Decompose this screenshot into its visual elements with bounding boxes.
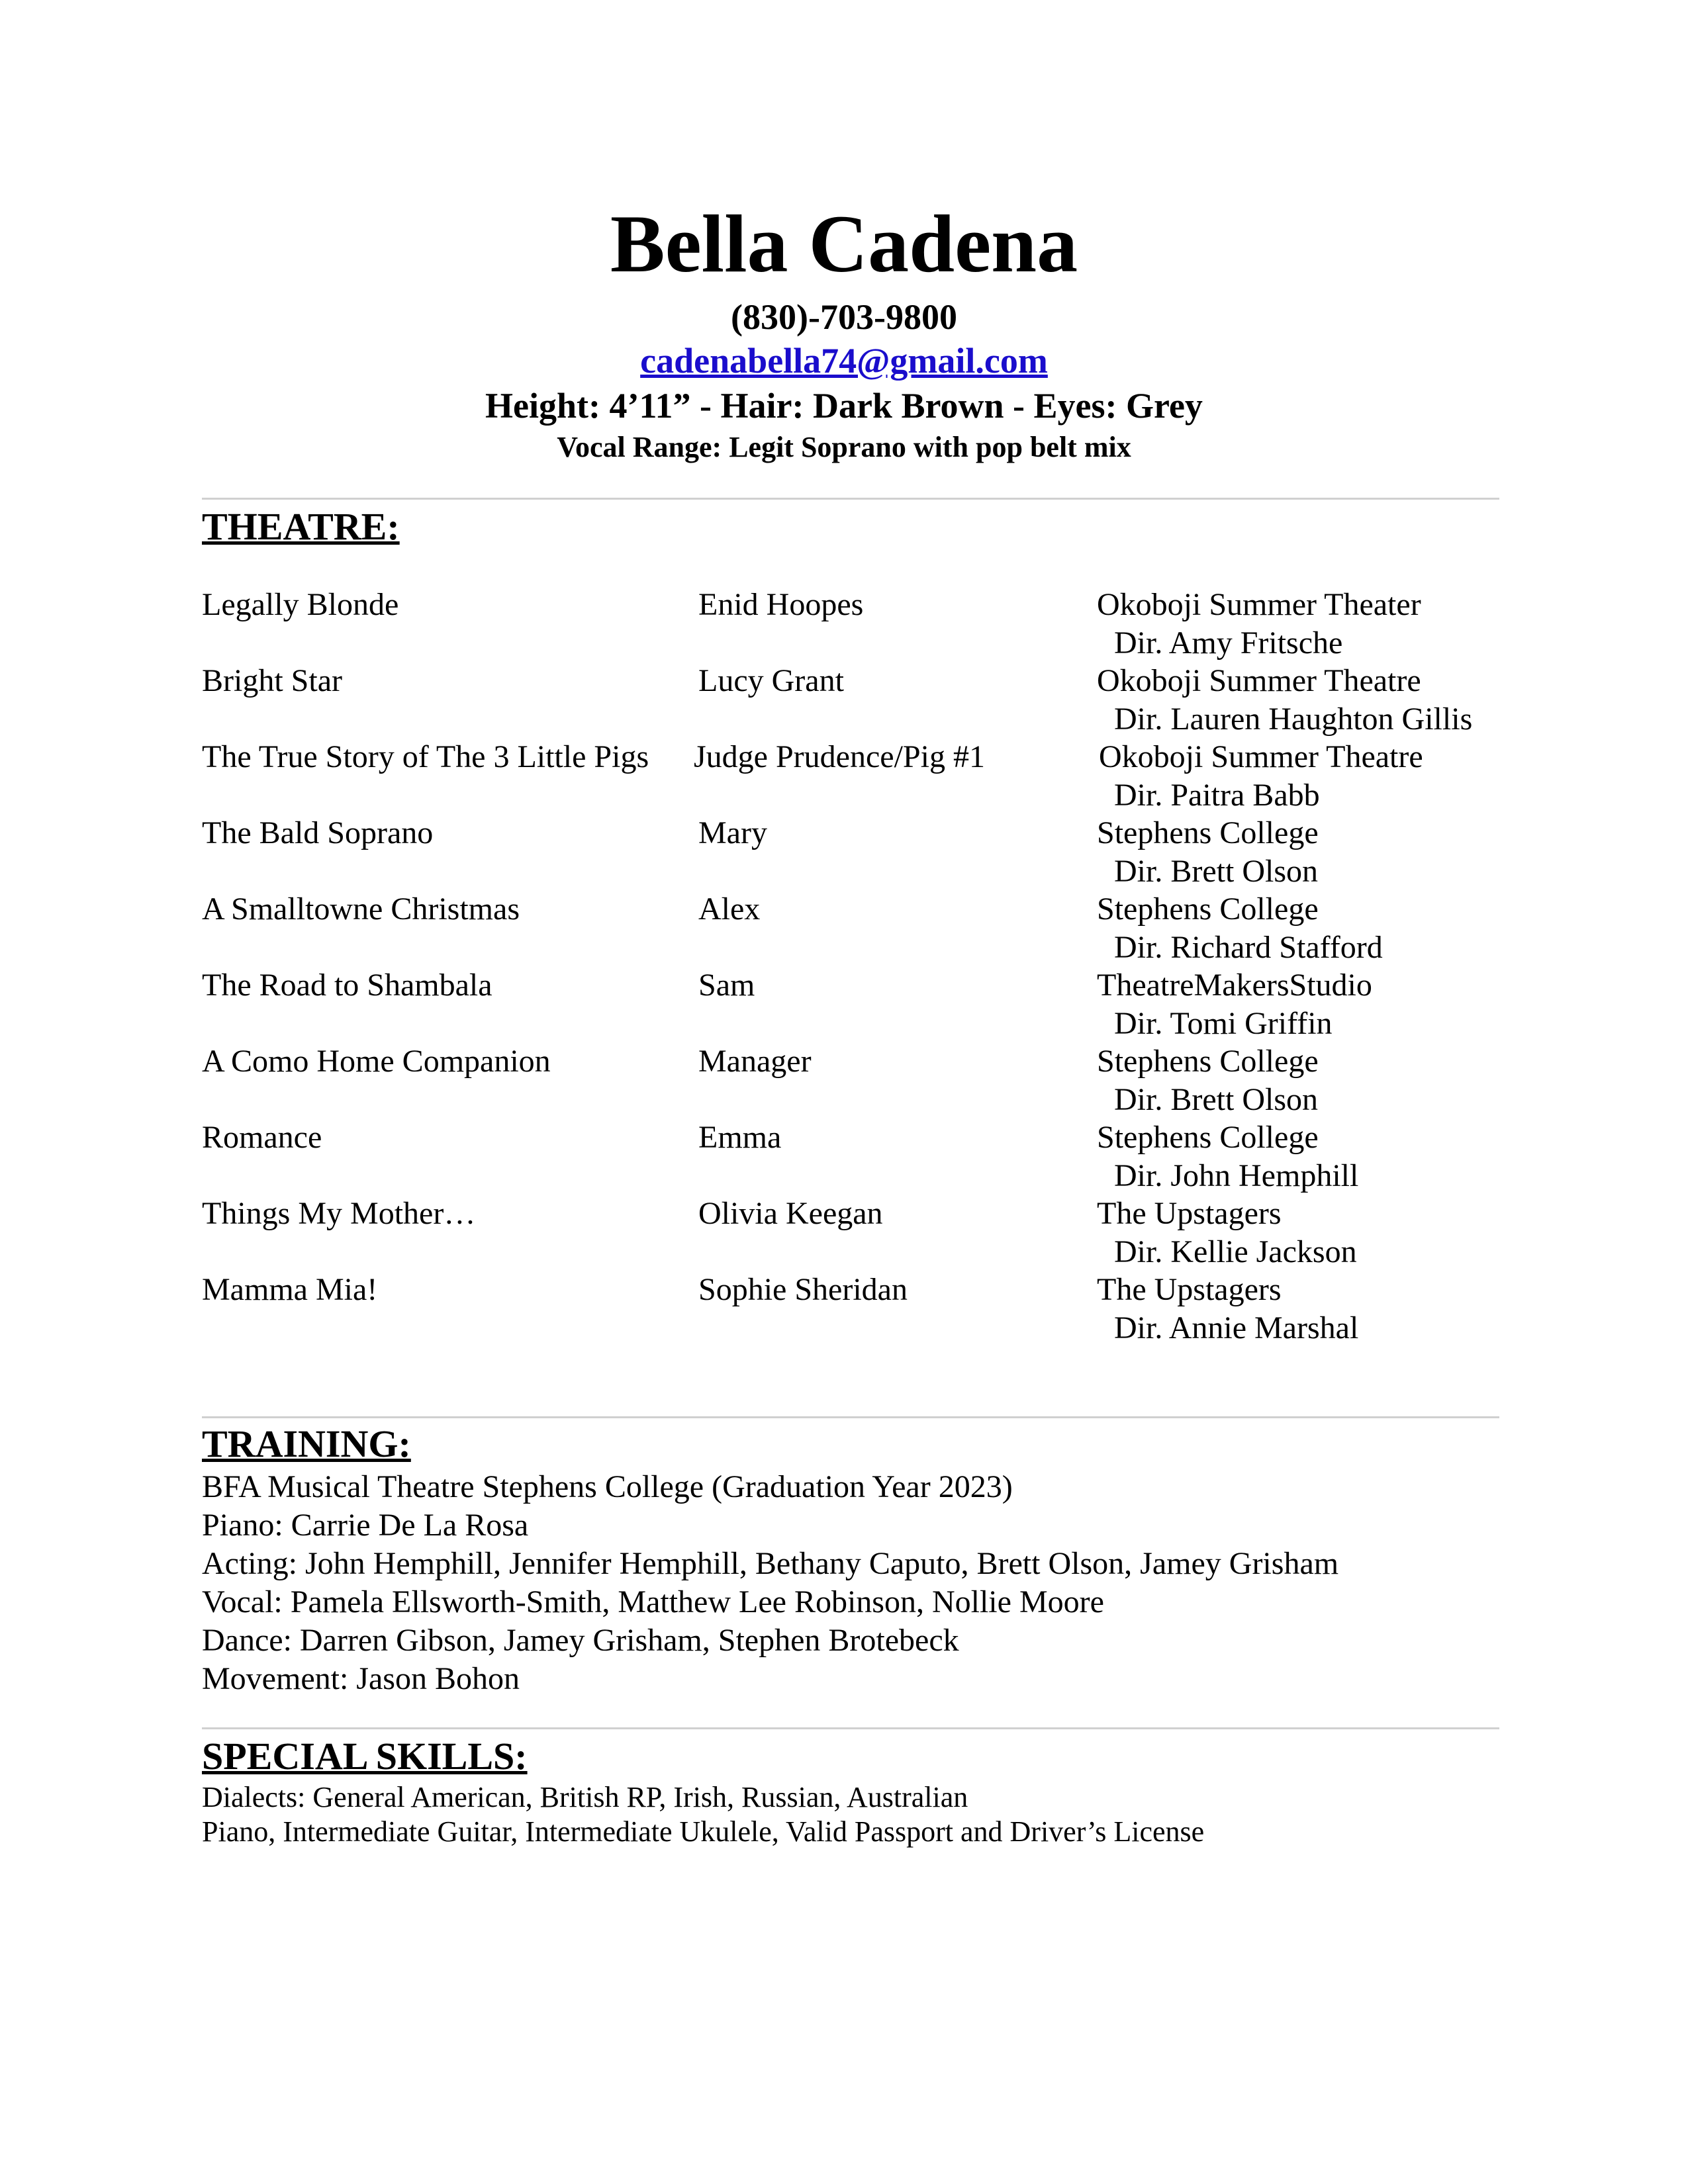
credit-role: Enid Hoopes [698,587,864,622]
resume-name: Bella Cadena [610,199,1078,289]
vocal-range: Vocal Range: Legit Soprano with pop belt mix [557,431,1131,463]
credit-director: Dir. Amy Fritsche [1114,625,1343,660]
credit-row [0,1271,1688,1347]
skills-line: Dialects: General American, British RP, Irish, Russian, Australian [202,1781,968,1813]
training-line: Piano: Carrie De La Rosa [202,1508,529,1543]
credit-director: Dir. John Hemphill [1114,1158,1359,1193]
credit-role: Emma [698,1120,782,1155]
training-list [202,1468,1338,1698]
phone-number: (830)-703-9800 [731,297,957,337]
email-line [0,340,1688,381]
credit-show: Mamma Mia! [202,1272,378,1307]
credit-row [0,1195,1688,1271]
training-line: BFA Musical Theatre Stephens College (Graduation Year 2023) [202,1469,1013,1504]
credit-director: Dir. Richard Stafford [1114,930,1383,965]
credit-venue: Stephens College [1097,1120,1319,1155]
credit-venue: Okoboji Summer Theater [1097,587,1421,622]
credit-show: Romance [202,1120,322,1155]
credit-row [0,890,1688,966]
credit-show: Legally Blonde [202,587,399,622]
training-line: Acting: John Hemphill, Jennifer Hemphill, Bethany Caputo, Brett Olson, Jamey Grisham [202,1546,1339,1581]
special-skills-heading: SPECIAL SKILLS: [202,1735,528,1778]
credit-row [0,738,1688,814]
credit-director: Dir. Brett Olson [1114,854,1318,889]
credit-venue: The Upstagers [1097,1272,1282,1307]
credit-row [0,966,1688,1042]
credit-show: Things My Mother… [202,1196,476,1231]
training-line: Movement: Jason Bohon [202,1661,520,1696]
credit-row [0,662,1688,738]
credit-venue: Stephens College [1097,815,1319,850]
credit-role: Alex [698,891,761,927]
credit-director: Dir. Paitra Babb [1114,778,1320,813]
credit-show: The True Story of The 3 Little Pigs [202,739,649,774]
credit-show: The Bald Soprano [202,815,434,850]
divider-skills [202,1727,1499,1729]
training-line: Vocal: Pamela Ellsworth-Smith, Matthew Lee Robinson, Nollie Moore [202,1584,1104,1619]
credit-director: Dir. Brett Olson [1114,1082,1318,1117]
special-skills-list [202,1780,1204,1849]
credit-show: A Como Home Companion [202,1044,551,1079]
credit-show: Bright Star [202,663,342,698]
credit-venue: TheatreMakersStudio [1097,968,1372,1003]
credit-row [0,586,1688,662]
email-link[interactable]: cadenabella74@gmail.com [640,341,1048,381]
credit-row [0,814,1688,890]
credit-role: Sam [698,968,755,1003]
credit-row [0,1042,1688,1118]
divider-top [202,498,1499,500]
physical-stats: Height: 4’11” - Hair: Dark Brown - Eyes: Grey [485,386,1203,426]
credit-show: A Smalltowne Christmas [202,891,520,927]
credit-venue: Okoboji Summer Theatre [1097,663,1421,698]
credit-director: Dir. Tomi Griffin [1114,1006,1333,1041]
credit-venue: Stephens College [1097,1044,1319,1079]
credit-venue: Stephens College [1097,891,1319,927]
credit-director: Dir. Lauren Haughton Gillis [1114,702,1473,737]
theatre-heading: THEATRE: [202,505,400,548]
credit-role: Olivia Keegan [698,1196,883,1231]
credit-show: The Road to Shambala [202,968,492,1003]
credit-venue: The Upstagers [1097,1196,1282,1231]
credit-director: Dir. Kellie Jackson [1114,1234,1357,1269]
credit-venue: Okoboji Summer Theatre [1099,739,1423,774]
credit-director: Dir. Annie Marshal [1114,1310,1359,1345]
credit-role: Mary [698,815,767,850]
skills-line: Piano, Intermediate Guitar, Intermediate Ukulele, Valid Passport and Driver’s License [202,1815,1205,1848]
divider-training [202,1416,1499,1418]
credit-row [0,1118,1688,1195]
credit-role: Lucy Grant [698,663,844,698]
credit-role: Sophie Sheridan [698,1272,908,1307]
credit-role: Judge Prudence/Pig #1 [694,739,985,774]
credit-role: Manager [698,1044,812,1079]
training-line: Dance: Darren Gibson, Jamey Grisham, Stephen Brotebeck [202,1623,959,1658]
training-heading: TRAINING: [202,1422,411,1465]
